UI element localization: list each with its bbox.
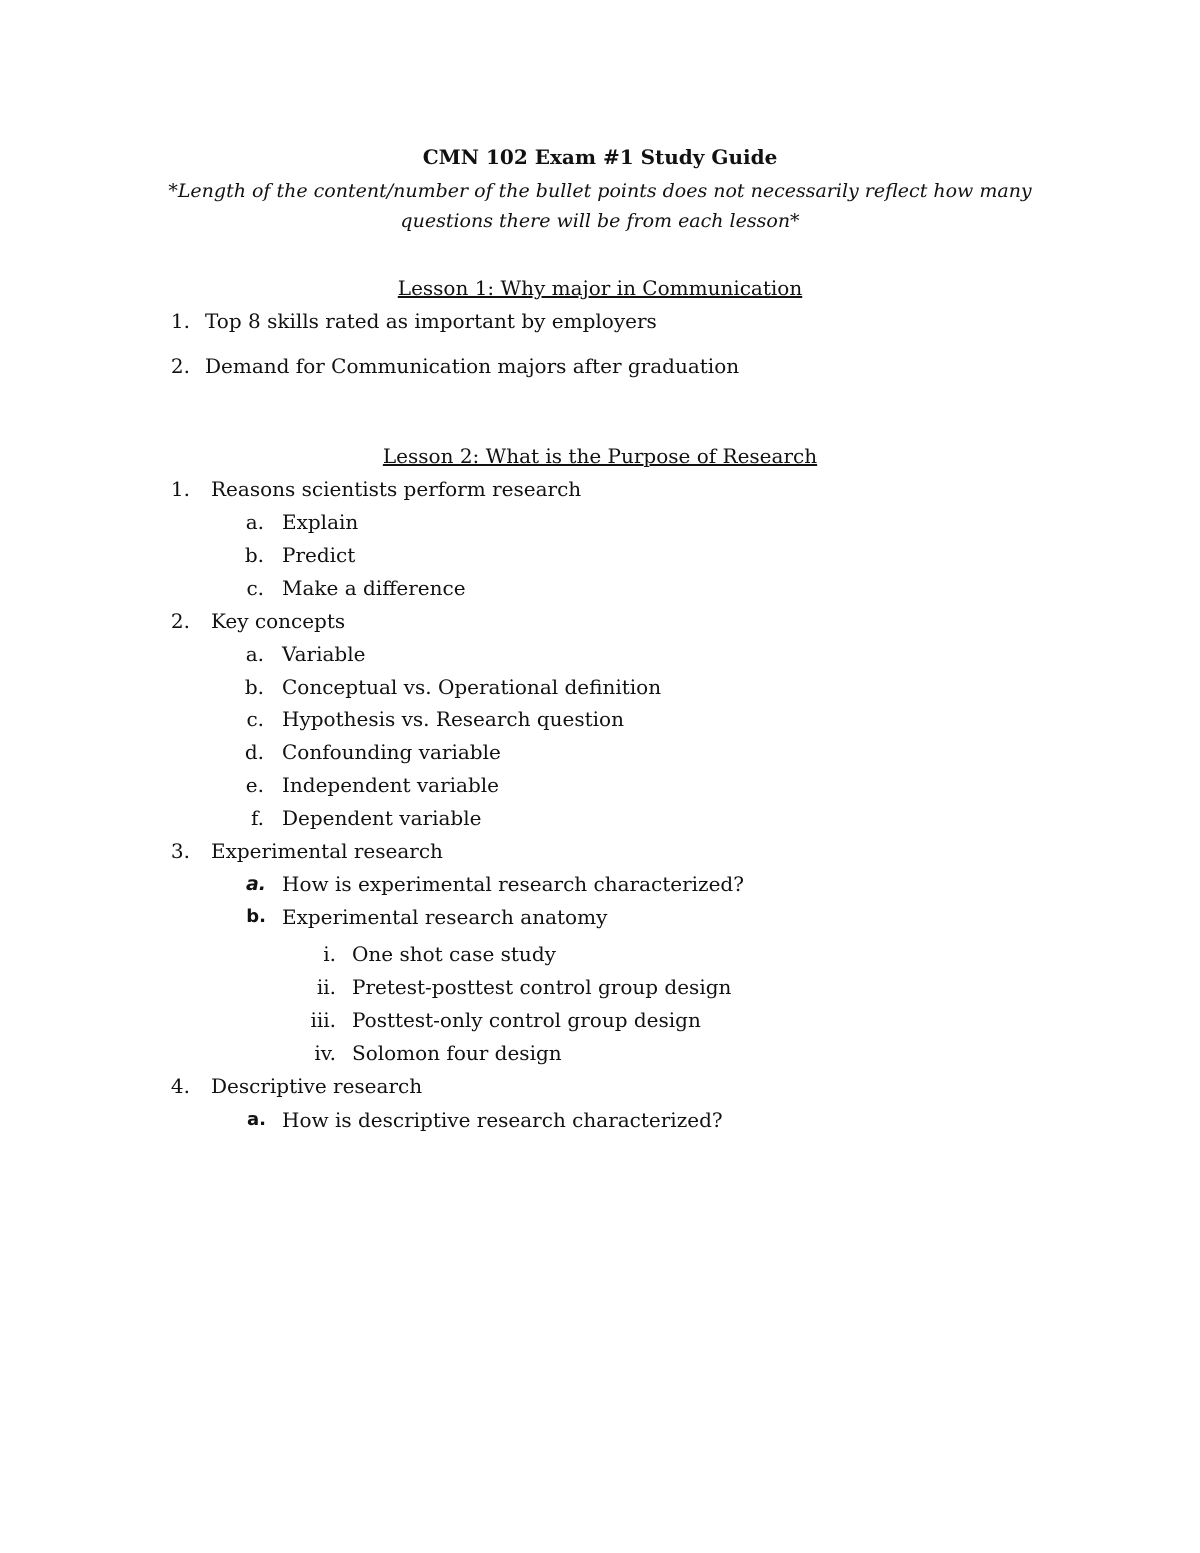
- list-item-number: 3.: [170, 839, 190, 863]
- sub-list-item-letter: a.: [245, 873, 266, 895]
- sub-list-item-text: Confounding variable: [282, 740, 501, 764]
- sub-sub-list-item-numeral: iii.: [310, 1008, 336, 1032]
- list-item-text: Demand for Communication majors after graduation: [205, 354, 740, 378]
- sub-list-item-letter: b.: [244, 543, 264, 567]
- sub-sub-list-item-text: One shot case study: [352, 942, 556, 966]
- list-item-text: Key concepts: [211, 609, 346, 633]
- sub-list-item-text: How is experimental research characterized?: [282, 872, 744, 896]
- list-item-number: 2.: [170, 609, 190, 633]
- list-item-text: Reasons scientists perform research: [211, 477, 582, 501]
- sub-list-item-letter: c.: [246, 707, 264, 731]
- list-item-number: 1.: [170, 477, 190, 501]
- sub-list-item-letter: b.: [246, 906, 266, 927]
- list-item-text: Descriptive research: [211, 1074, 423, 1098]
- note-line-2: questions there will be from each lesson*: [400, 210, 800, 232]
- sub-sub-list-item-text: Pretest-posttest control group design: [352, 975, 732, 999]
- sub-list-item-text: Variable: [282, 642, 366, 666]
- sub-sub-list-item-numeral: iv.: [314, 1041, 336, 1065]
- document-title: CMN 102 Exam #1 Study Guide: [422, 145, 778, 169]
- sub-sub-list-item-text: Solomon four design: [352, 1041, 562, 1065]
- sub-list-item-text: Make a difference: [282, 576, 466, 600]
- list-item-text: Experimental research: [211, 839, 443, 863]
- sub-sub-list-item-numeral: ii.: [316, 975, 336, 999]
- sub-list-item-text: Explain: [282, 510, 359, 534]
- note-line-1: *Length of the content/number of the bullet points does not necessarily reflect how many: [168, 180, 1032, 202]
- list-item-number: 2.: [170, 354, 190, 378]
- sub-list-item-text: Hypothesis vs. Research question: [282, 707, 624, 731]
- lesson-2-heading: Lesson 2: What is the Purpose of Research: [382, 444, 818, 468]
- list-item-number: 1.: [170, 309, 190, 333]
- sub-list-item-letter: a.: [247, 1109, 266, 1130]
- sub-list-item-text: Predict: [282, 543, 356, 567]
- sub-list-item-letter: d.: [244, 740, 264, 764]
- sub-list-item-letter: f.: [250, 806, 264, 830]
- sub-list-item-letter: e.: [245, 773, 264, 797]
- sub-list-item-text: Dependent variable: [282, 806, 482, 830]
- sub-list-item-letter: c.: [246, 576, 264, 600]
- sub-list-item-text: How is descriptive research characterized?: [282, 1108, 723, 1132]
- sub-list-item-text: Experimental research anatomy: [282, 905, 608, 929]
- sub-list-item-text: Conceptual vs. Operational definition: [282, 675, 662, 699]
- sub-sub-list-item-numeral: i.: [323, 942, 336, 966]
- sub-list-item-letter: a.: [245, 510, 264, 534]
- lesson-1-heading: Lesson 1: Why major in Communication: [397, 276, 803, 300]
- document-note: [150, 176, 1050, 236]
- sub-list-item-letter: a.: [245, 642, 264, 666]
- sub-sub-list-item-text: Posttest-only control group design: [352, 1008, 701, 1032]
- sub-list-item-text: Independent variable: [282, 773, 499, 797]
- sub-list-item-letter: b.: [244, 675, 264, 699]
- list-item-text: Top 8 skills rated as important by employers: [205, 309, 657, 333]
- list-item-number: 4.: [170, 1074, 190, 1098]
